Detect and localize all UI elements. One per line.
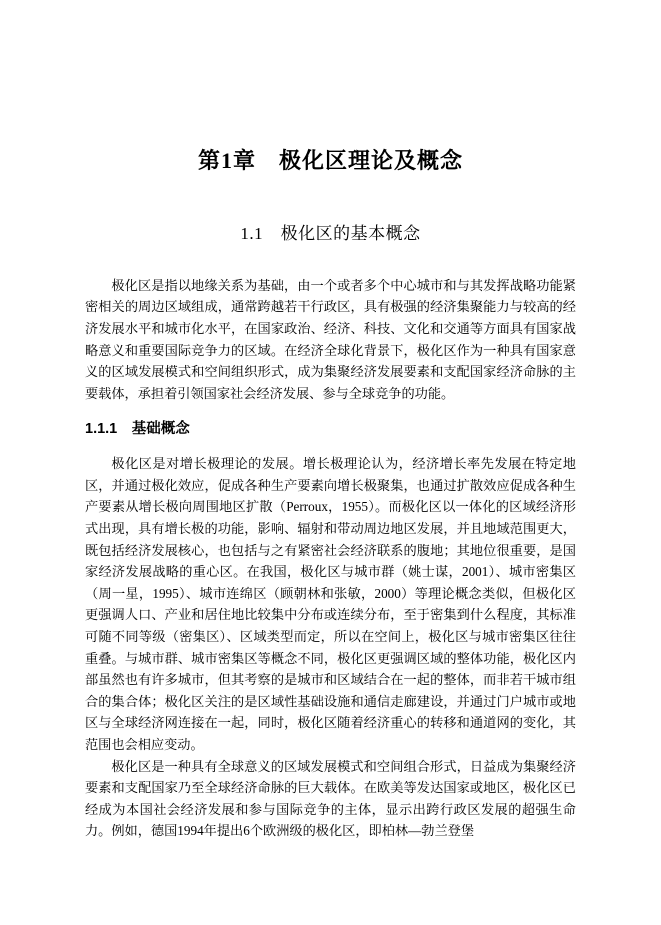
chapter-title: 第1章 极化区理论及概念 bbox=[197, 148, 463, 173]
intro-paragraph: 极化区是指以地缘关系为基础，由一个或者多个中心城市和与其发挥战略功能紧密相关的周边区域组成，通常跨越若干行政区，具有极强的经济集聚能力与较高的经济发展水平和城市化水平，在国家政治、经济、科技、文化和交通等方面具有国家战略意义和重要国际竞争力的区域。在经济全球化背景下，极化区作为一种具有国家意义的区域发展模式和空间组织形式，成为集聚经济发展要素和支配国家经济命脉的主要载体，承担着引领国家社会经济发展、参与全球竞争的功能。 bbox=[85, 277, 576, 401]
section-title: 1.1 极化区的基本概念 bbox=[240, 224, 421, 244]
subsection-title: 1.1.1 基础概念 bbox=[85, 421, 190, 438]
body-paragraph-1: 极化区是对增长极理论的发展。增长极理论认为，经济增长率先发展在特定地区，并通过极化效应，促成各种生产要素向增长极聚集，也通过扩散效应促成各种生产要素从增长极向周围地区扩散（Perroux，1955）。而极化区以一体化的区域经济形式出现，具有增长极的功能，影响、辐射和带动周边地区发展，并且地域范围更大，既包括经济发展核心，也包括与之有紧密社会经济联系的腹地；其地位很重要，是国家经济发展战略的重心区。在我国，极化区与城市群（姚士谋，2001）、城市密集区（周一星，1995）、城市连绵区（顾朝林和张敏，2000）等理论概念类似，但极化区更强调人口、产业和居住地比较集中分布或连续分布，至于密集到什么程度，其标准可随不同等级（密集区）、区域类型而定，所以在空间上，极化区与城市密集区往往重叠。与城市群、城市密集区等概念不同，极化区更强调区域的整体功能，极化区内部虽然也有许多城市，但其考察的是城市和区域结合在一起的整体，而非若干城市组合的集合体；极化区关注的是区域性基础设施和通信走廊建设，并通过门户城市或地区与全球经济网连接在一起，同时，极化区随着经济重心的转移和通道网的变化，其范围也会相应变动。 bbox=[85, 456, 576, 752]
body-paragraph-2: 极化区是一种具有全球意义的区域发展模式和空间组合形式，日益成为集聚经济要素和支配国家乃至全球经济命脉的巨大载体。在欧美等发达国家或地区，极化区已经成为本国社会经济发展和参与国际竞争的主体，显示出跨行政区发展的超强生命力。例如，德国1994年提出6个欧洲级的极化区，即柏林—勃兰登堡 bbox=[85, 758, 576, 839]
